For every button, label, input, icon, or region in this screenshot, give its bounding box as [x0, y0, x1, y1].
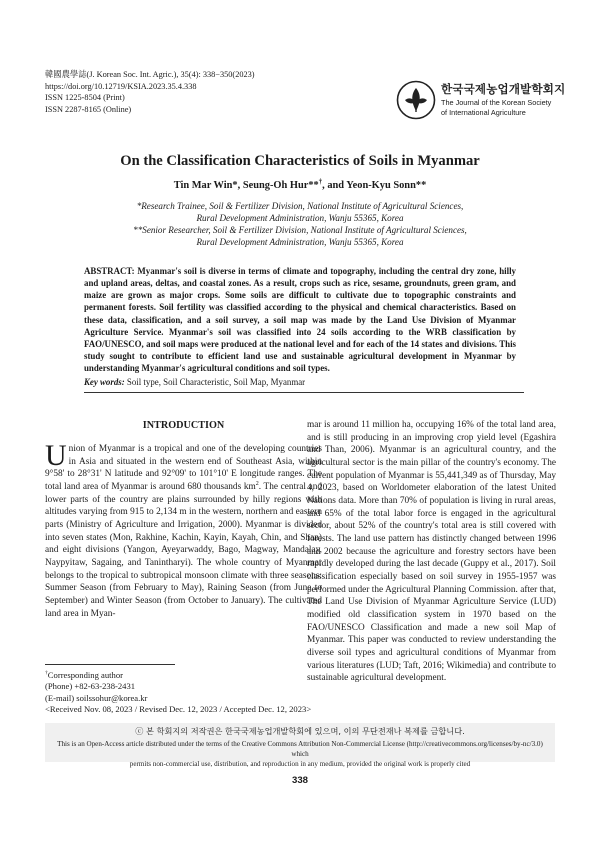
affiliation-1	[0, 200, 600, 224]
society-emblem-icon	[396, 80, 436, 120]
intro-paragraph-left	[45, 439, 323, 620]
affiliation-2	[0, 224, 600, 248]
intro-text-1: nion of Myanmar is a tropical and one of the developing countries in Asia and situated in the western end of Southeast Asia, within 9°58' to 28°31' N latitude and 92°09' to 101°10' E longitude ranges. The total land area of Myanmar is around 680 thousands km	[45, 444, 322, 493]
society-name-english	[441, 98, 551, 117]
page-number: 338	[291, 775, 308, 786]
affiliation-line: Rural Development Administration, Wanju 55365, Korea	[196, 237, 404, 248]
journal-volume: (J. Korean Soc. Int. Agric.), 35(4): 338−350(2023)	[86, 70, 255, 79]
keywords-text: Soil type, Soil Characteristic, Soil Map, Myanmar	[124, 377, 306, 387]
corresponding-label: Corresponding author	[47, 670, 123, 680]
affiliation-line: Rural Development Administration, Wanju 55365, Korea	[196, 213, 404, 224]
intro-text-2: . The central and lower parts of the country are plains surrounded by hilly regions with altitudes varying from 915 to 2,134 m in the western, northern and eastern parts (Ministry of Agriculture and Irrigation, 2000). Myanmar is divided into seven states (Mon, Rakhine, Kachin, Kayin, Kayah, Chin, and Shan) and eight divisions (Yangon, Ayeyarwaddy, Bago, Magway, Mandalay, Naypyitaw, Sagaing, and Tanintharyi). The whole country of Myanmar belongs to the tropical to subtropical monsoon climate with three seasons: Summer Season (from February to May), Raining Season (from June to September) and Winter Season (from October to January). The cultivated land area in Myan-	[45, 482, 323, 619]
author-list	[0, 180, 600, 191]
journal-korean-name: 韓國農學誌	[45, 70, 87, 79]
keywords-label: Key words:	[84, 377, 125, 387]
footnote-dagger: †	[45, 670, 48, 677]
keywords-divider	[84, 392, 524, 393]
corresponding-author	[45, 670, 311, 681]
society-name-line-1: The Journal of the Korean Society	[441, 98, 552, 107]
author-names-1: Tin Mar Win*, Seung-Oh Hur**	[173, 180, 319, 191]
corresponding-mark: †	[318, 178, 323, 186]
intro-paragraph-right: mar is around 11 million ha, occupying 16% of the total land area, and is still producing in an improving crop yield level (Egashira and Than, 2006). Myanmar is an agricultural country, and the agricultural sector is the main pillar of the country's economy. The current population of Myanmar is 55,441,349 as of Thursday, May 4, 2023, based on Worldometer elaboration of the latest United Nations data. More than 70% of population is living in rural areas, and 65% of the total labor force is engaged in the agricultural sector, about 52% of the country's total area is still covered with forests. The land use pattern has distinctly changed between 1996 and 2002 because the agriculture and forestry sectors have been rapidly developed during the last decade (Guppy et al., 2017). Soil classification especially based on soil survey in 1955-1957 was performed under the Agricultural Planning Commission. after that, The Land Use Division of Myanmar Agriculture Service (LUD) modified old classification system in 1970 based on the FAO/UNESCO Classification and made a new soil Map of Myanmar. This paper was conducted to review understanding the diverse soil types and agricultural conditions of Myanmar from various literatures (LUD; Taft, 2016; Wikimedia) and contribute to sustainable agricultural development.	[307, 420, 556, 684]
affiliation-line: *Research Trainee, Soil & Fertilizer Division, National Institute of Agricultural Sciences,	[136, 201, 464, 211]
license-text	[50, 740, 550, 769]
phone-line: (Phone) +82-63-238-2431	[45, 681, 136, 692]
keywords	[84, 377, 524, 387]
superscript-2: 2	[255, 480, 259, 487]
society-name-korean: 한국국제농업개발학회지	[441, 82, 566, 96]
footnote	[45, 670, 311, 716]
footnote-divider	[45, 664, 175, 665]
license-line-1: This is an Open-Access article distributed under the terms of the Creative Commons Attribution Non-Commercial License (http://creativecommons.org/licenses/by-nc/3.0) which	[57, 740, 543, 758]
society-name-line-2: of International Agriculture	[441, 107, 526, 117]
copyright-notice-korean: ⓒ 본 학회지의 저작권은 한국국제농업개발학회에 있으며, 이의 무단전재나 복제를 금합니다.	[135, 726, 465, 736]
issn-print: ISSN 1225-8504 (Print)	[45, 93, 125, 102]
section-heading-introduction: INTRODUCTION	[142, 420, 225, 431]
received-dates: <Received Nov. 08, 2023 / Revised Dec. 12, 2023 / Accepted Dec. 12, 2023>	[45, 704, 312, 715]
issn-online: ISSN 2287-8165 (Online)	[45, 105, 132, 114]
drop-cap: U	[45, 439, 67, 472]
paper-title: On the Classification Characteristics of Soils in Myanmar	[120, 153, 480, 169]
doi-link[interactable]: https://doi.org/10.12719/KSIA.2023.35.4.338	[45, 82, 197, 91]
journal-citation	[45, 69, 255, 80]
email-line[interactable]: (E-mail) soilssohur@korea.kr	[45, 692, 148, 703]
author-names-2: , and Yeon-Kyu Sonn**	[322, 180, 427, 191]
society-logo	[396, 80, 566, 120]
abstract: ABSTRACT: Myanmar's soil is diverse in terms of climate and topography, including the central dry zone, hilly and upland areas, deltas, and coastal zones. As a result, crops such as rice, sesame, groundnuts, green gram, and maize are grown as major crops. Some soils are difficult to cultivate due to topographic constraints and permanent forests. Soil fertility was classified according to the physical and chemical characteristics. Based on these data, classification, and a soil survey, a soil map was made by the Land Use Division of Myanmar Agriculture Service. Myanmar's soil was classified into 24 soils according to the WRB classification by FAO/UNESCO, and soil maps were produced at the national level and for each of the 14 states and divisions. This study sought to contribute to efficient land use and sustainable agricultural development in Myanmar by understanding Myanmar's agricultural conditions and soil types.	[84, 266, 516, 374]
license-line-2: permits non-commercial use, distribution, and reproduction in any medium, provided the original work is properly cited	[129, 759, 471, 768]
affiliation-line: **Senior Researcher, Soil & Fertilizer Division, National Institute of Agricultural Sciences,	[133, 225, 467, 235]
